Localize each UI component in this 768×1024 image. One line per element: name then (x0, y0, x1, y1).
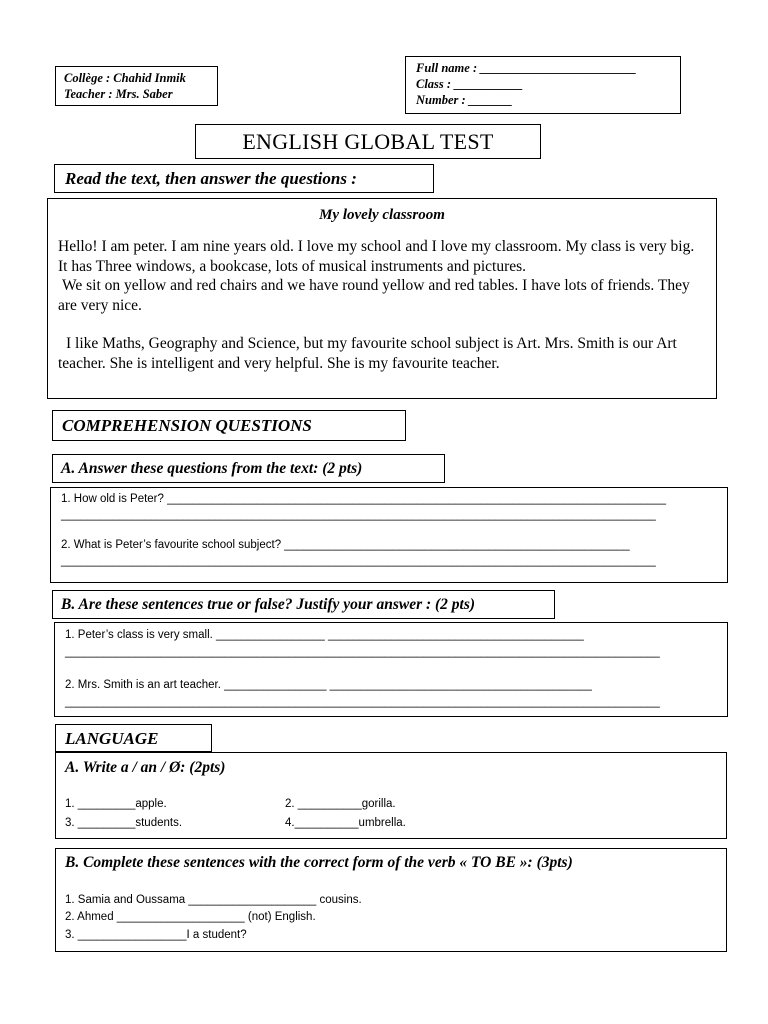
reading-passage-box (47, 198, 717, 399)
to-be-sentence-2[interactable]: 2. Ahmed ____________________ (not) English. (65, 911, 316, 923)
answer-line[interactable]: _____________________________________________________________________________________________ (61, 555, 656, 567)
to-be-sentence-3[interactable]: 3. _________________I a student? (65, 929, 247, 941)
page-title-box (195, 124, 541, 159)
part-b-questions-box (54, 622, 728, 717)
college-label: Collège : Chahid Inmik (64, 71, 186, 85)
justify-line[interactable]: _____________________________________________________________________________________________ (65, 696, 660, 708)
language-heading: LANGUAGE (65, 729, 159, 748)
article-item-1[interactable]: 1. _________apple. (65, 798, 167, 810)
comprehension-heading: COMPREHENSION QUESTIONS (62, 416, 312, 435)
school-info-box (55, 66, 218, 106)
justify-line[interactable]: _____________________________________________________________________________________________ (65, 646, 660, 658)
teacher-label: Teacher : Mrs. Saber (64, 87, 173, 101)
page-title: ENGLISH GLOBAL TEST (242, 129, 494, 154)
language-b-box (55, 848, 727, 952)
language-a-box (55, 752, 727, 839)
reading-paragraph-1: Hello! I am peter. I am nine years old. I love my school and I love my classroom. My class is very big. It has Three windows, a bookcase, lots of musical instruments and pictures. (58, 238, 695, 275)
comprehension-heading-box (52, 410, 406, 441)
article-item-4[interactable]: 4.__________umbrella. (285, 817, 406, 829)
student-info-box (405, 56, 681, 114)
part-b-heading: B. Are these sentences true or false? Justify your answer : (2 pts) (61, 596, 476, 613)
language-a-heading: A. Write a / an / Ø: (2pts) (65, 759, 226, 776)
answer-line[interactable]: _____________________________________________________________________________________________ (61, 509, 656, 521)
statement-2[interactable]: 2. Mrs. Smith is an art teacher. ________________ _________________________________________ (65, 679, 592, 691)
number-field[interactable]: Number : _______ (416, 93, 513, 107)
instruction-box (54, 164, 434, 193)
language-heading-box (55, 724, 212, 752)
part-a-heading-box (52, 454, 445, 483)
language-b-heading: B. Complete these sentences with the correct form of the verb « TO BE »: (3pts) (65, 854, 573, 871)
reading-title: My lovely classroom (319, 207, 445, 223)
class-field[interactable]: Class : ___________ (416, 77, 523, 91)
to-be-sentence-1[interactable]: 1. Samia and Oussama ____________________ cousins. (65, 894, 362, 906)
part-a-questions-box (50, 487, 728, 583)
reading-paragraph-3: I like Maths, Geography and Science, but my favourite school subject is Art. Mrs. Smith is our Art teacher. She is intelligent and very helpful. She is my favourite teacher. (58, 335, 677, 372)
question-2[interactable]: 2. What is Peter’s favourite school subject? ______________________________________________________ (61, 539, 630, 551)
part-a-heading: A. Answer these questions from the text: (2 pts) (61, 460, 363, 477)
instruction-text: Read the text, then answer the questions : (65, 169, 357, 188)
question-1[interactable]: 1. How old is Peter? ______________________________________________________________________________ (61, 493, 666, 505)
statement-1[interactable]: 1. Peter’s class is very small. _________________ ________________________________________ (65, 629, 584, 641)
reading-paragraph-2: We sit on yellow and red chairs and we have round yellow and red tables. I have lots of friends. They are very nice. (58, 277, 690, 314)
article-item-3[interactable]: 3. _________students. (65, 817, 183, 829)
full-name-field[interactable]: Full name : _________________________ (416, 61, 637, 75)
part-b-heading-box (52, 590, 555, 619)
article-item-2[interactable]: 2. __________gorilla. (285, 798, 396, 810)
